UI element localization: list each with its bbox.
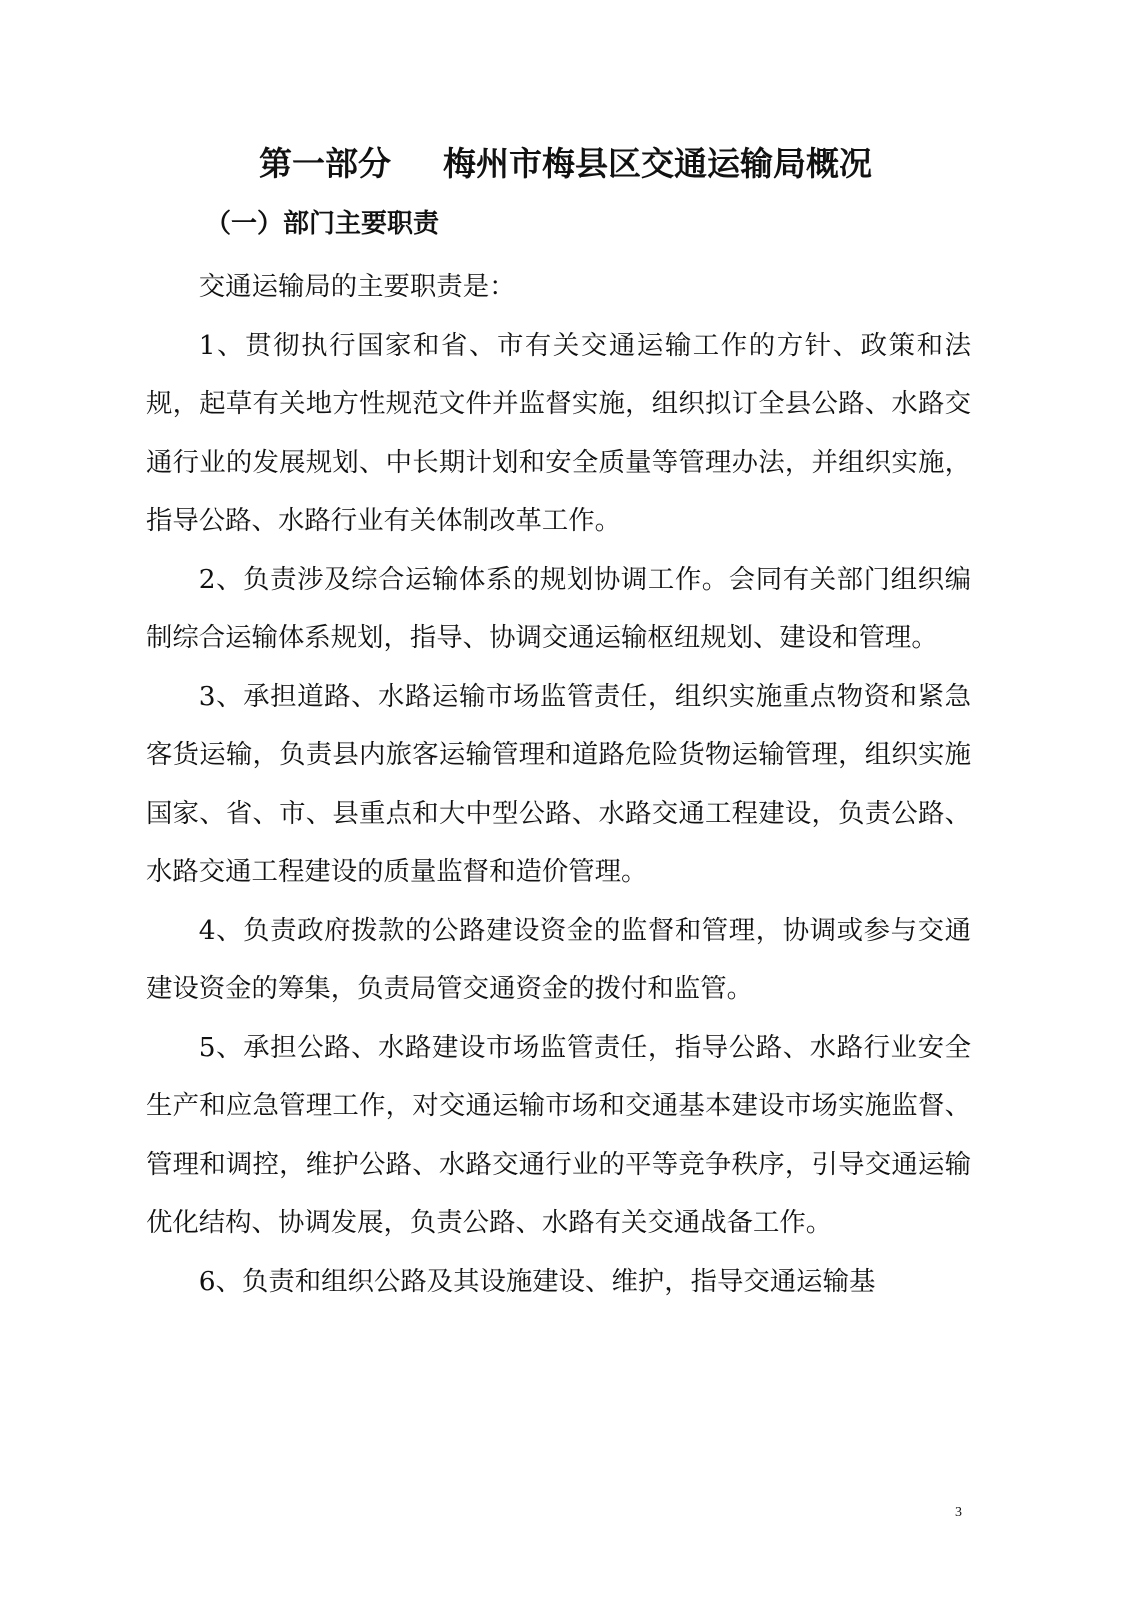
intro-paragraph: 交通运输局的主要职责是： bbox=[198, 271, 516, 302]
duty-paragraph-4: 4、负责政府拨款的公路建设资金的监督和管理，协调或参与交通建设资金的筹集，负责局管交通资金的拨付和监管。 bbox=[146, 914, 971, 1004]
duty-paragraph-6: 6、负责和组织公路及其设施建设、维护，指导交通运输基 bbox=[198, 1265, 876, 1297]
duty-paragraph-3: 3、承担道路、水路运输市场监管责任，组织实施重点物资和紧急客货运输，负责县内旅客运输管理和道路危险货物运输管理，组织实施国家、省、市、县重点和大中型公路、水路交通工程建设，负责公路、水路交通工程建设的质量监督和造价管理。 bbox=[146, 680, 971, 887]
page-number: 3 bbox=[955, 1505, 962, 1520]
duty-paragraph-5: 5、承担公路、水路建设市场监管责任，指导公路、水路行业安全生产和应急管理工作，对交通运输市场和交通基本建设市场实施监督、管理和调控，维护公路、水路交通行业的平等竞争秩序，引导交通运输优化结构、协调发展，负责公路、水路有关交通战备工作。 bbox=[146, 1031, 971, 1238]
section-heading: （一）部门主要职责 bbox=[205, 209, 440, 239]
duty-paragraph-1: 1、贯彻执行国家和省、市有关交通运输工作的方针、政策和法规，起草有关地方性规范文件并监督实施，组织拟订全县公路、水路交通行业的发展规划、中长期计划和安全质量等管理办法，并组织实施，指导公路、水路行业有关体制改革工作。 bbox=[146, 329, 971, 536]
page-title bbox=[0, 140, 1131, 188]
document-body bbox=[146, 258, 971, 1311]
title-organization-name: 梅州市梅县区交通运输局概况 bbox=[443, 144, 872, 183]
duty-paragraph-2: 2、负责涉及综合运输体系的规划协调工作。会同有关部门组织编制综合运输体系规划，指导、协调交通运输枢纽规划、建设和管理。 bbox=[146, 563, 971, 653]
title-part-label: 第一部分 bbox=[259, 144, 391, 183]
